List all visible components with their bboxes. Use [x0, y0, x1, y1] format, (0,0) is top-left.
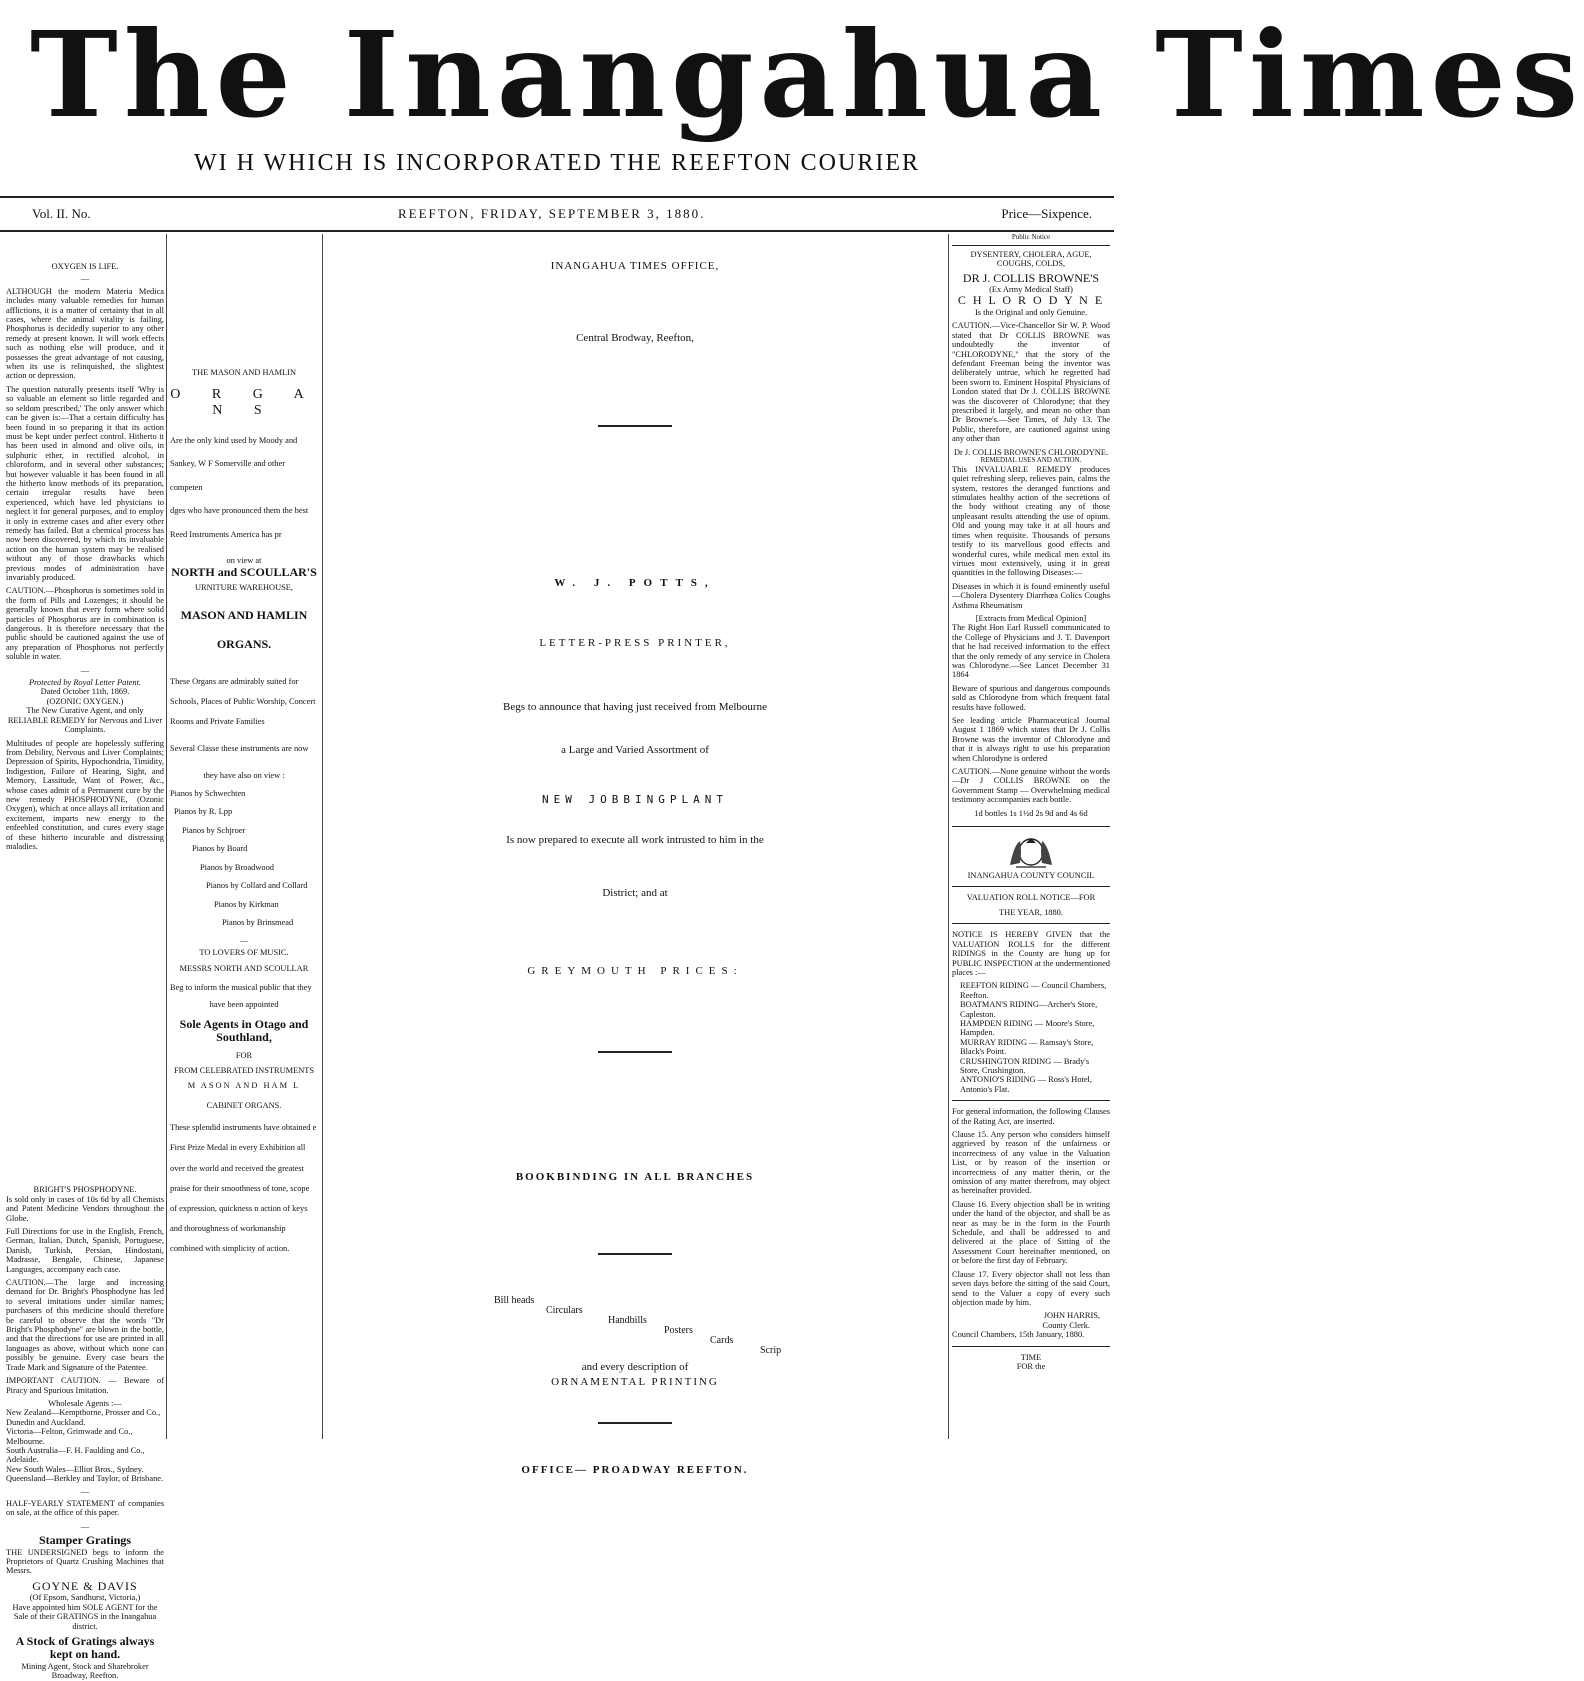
paragraph: Diseases in which it is found eminently useful—Cholera Dysentery Diarrhœa Colics Coughs Asthma Rheumatism [952, 581, 1110, 610]
piano-line: Pianos by Collard and Collard [206, 881, 308, 891]
job-item: Posters [664, 1325, 693, 1337]
paragraph: NOTICE IS HEREBY GIVEN that the VALUATION ROLLS for the different RIDINGS in the County are hung up for PUBLIC INSPECTION at the undermentioned places :— [952, 930, 1110, 977]
messrs-line: MESSRS NORTH AND SCOULLAR [179, 963, 309, 973]
organ-line: Are the only kind used by Moody and [170, 435, 298, 445]
paragraph: Is sold only in cases of 10s 6d by all Chemists and Patent Medicine Vendors throughout the Globe. [6, 1194, 164, 1223]
riding-line: HAMPDEN RIDING — Moore's Store, Hampden. [960, 1018, 1095, 1038]
dateline [0, 196, 1114, 232]
piano-line: Pianos by R. Lpp [174, 807, 233, 817]
agent-line: New Zealand—Kempthorne, Prosser and Co., Dunedin and Auckland. [6, 1408, 161, 1427]
column-3 [326, 234, 944, 1477]
year-line: THE YEAR, 1880. [999, 907, 1063, 917]
for-line: FOR the [1016, 1361, 1046, 1371]
patent-line: Protected by Royal Letter Patent. [28, 678, 142, 688]
job-item: Circulars [546, 1305, 583, 1317]
paragraph: CAUTION.—None genuine without the words—Dr J COLLIS BROWNE on the Government Stamp — Overwhelming medical testimony accompanies each bottle. [952, 767, 1110, 805]
paragraph: Have appointed him SOLE AGENT for the Sale of their GRATINGS in the Inangahua district. [12, 1602, 158, 1631]
office-heading: INANGAHUA TIMES OFFICE, [550, 260, 720, 272]
column-rule [948, 234, 949, 1439]
column-2 [170, 234, 318, 1439]
signature-name: JOHN HARRIS, [1043, 1311, 1100, 1321]
column-1 [6, 234, 164, 1681]
chlorodyne-heading: C H L O R O D Y N E [957, 293, 1105, 308]
beg-line: Beg to inform the musical public that they [170, 982, 312, 992]
north-scoullar: NORTH and SCOULLAR'S [171, 564, 317, 579]
paragraph: The Right Hon Earl Russell communicated to the College of Physicians and J. T. Davenport that he had received information to the effect that the only remedy of any service in Cholera was Chlorodyne.—See Lancet December 31 1864 [952, 623, 1110, 680]
goyne-address: (Of Epsom, Sandhurst, Victoria,) [29, 1593, 141, 1603]
paragraph: For general information, the following Clauses of the Rating Act, are inserted. [952, 1107, 1110, 1126]
piano-line: Pianos by Broadwood [200, 862, 274, 872]
paragraph: The question naturally presents itself 'Why is so valuable an element so little regarded and so seldom prescribed,' The only answer which can be given is:—That a certain difficulty has been found in so preparing it that its action must be kept under perfect control. Hitherto it has been used in almond and olive oils, in sulphuric ether, in rectified alcohol, in chloroform, and in several other substances; but however valuable it has been found in all the hitherto know methods of its preparation, certain irregular results have been experienced, which have led physicians to neglect it for general purposes, and to employ it only in extreme cases and after every other remedy has failed. But a chemical process has now been discovered, by which its invaluable action on the human system may be realised without any of those drawbacks which previous modes of administration have invariably produced. [6, 384, 164, 582]
dysentery-heading: DYSENTERY, CHOLERA, AGUE, COUGHS, COLDS, [970, 249, 1092, 269]
also-view: they have also on view : [203, 771, 285, 781]
stamper-heading: Stamper Gratings [38, 1533, 132, 1548]
mining-line: Mining Agent, Stock and Sharebroker Broadway, Reefton. [21, 1661, 149, 1681]
divider: — [80, 274, 90, 284]
paragraph: CAUTION.—Vice-Chancellor Sir W. P. Wood stated that Dr COLLIS BROWNE was undoubtedly the inventor of "CHLORODYNE," that the story of the defendant Freeman being the inventor was deliberately untrue, which he regretted had been sworn to. Eminent Hospital Physicians of London stated that Dr J. COLLIS BROWNE was the discoverer of Chlorodyne; that they prescribed it largely, and mean no other than Dr Browne's.—See Times, of July 13. The Public, therefore, are cautioned against using any other than [952, 321, 1110, 444]
divider [598, 1051, 672, 1053]
riding-line: REEFTON RIDING — Council Chambers, Reefton. [960, 981, 1107, 1000]
for-line: FOR [235, 1050, 253, 1060]
drj-line: Dr J. COLLIS BROWNE'S CHLORODYNE. [953, 447, 1109, 457]
price: Price—Sixpence. [1001, 206, 1092, 221]
riding-line: BOATMAN'S RIDING—Archer's Store, Capleston. [960, 1000, 1098, 1019]
chambers-line: Council Chambers, 15th January, 1880. [952, 1330, 1085, 1340]
potts-name: W. J. POTTS, [554, 576, 716, 589]
appointed-line: have been appointed [209, 1000, 279, 1010]
dated-line: Dated October 11th, 1869. [40, 687, 130, 697]
paragraph: This INVALUABLE REMEDY produces quiet refreshing sleep, relieves pain, calms the system, restores the deranged functions and stimulates healthy action of the secretions of the body without creating any of those unpleasant results attending the use of opium. Old and young may take it at all hours and times when requisite. Thousands of persons testify to its marvellous good effects and wonderful cures, while medical men extol its virtues most extensively, using it in great quantities in the following Diseases:— [952, 464, 1110, 578]
mason-hamlin-heading: THE MASON AND HAMLIN [192, 368, 296, 377]
lovers-heading: TO LOVERS OF MUSIC. [199, 948, 289, 958]
newspaper-title: The Inangahua Times [30, 5, 1584, 144]
furniture-warehouse: URNITURE WAREHOUSE, [194, 583, 294, 593]
volume-number: Vol. II. No. [32, 206, 91, 221]
paragraph: Full Directions for use in the English, French, German, Italian, Dutch, Spanish, Portuguese, Danish, Turkish, Persian, Hindostani, Madrasse, Bengale, Chinese, Japanese Languages, accompany each case. [6, 1227, 164, 1274]
newspaper-subtitle: WI H WHICH IS INCORPORATED THE REEFTON COURIER [193, 150, 920, 176]
coat-of-arms-icon [996, 835, 1066, 869]
riding-line: CRUSHINGTON RIDING — Brady's Store, Crushington. [960, 1056, 1090, 1075]
divider: — [239, 935, 249, 945]
piano-line: Pianos by Brinsmead [222, 918, 294, 928]
paragraph: CAUTION.—Phosphorus is sometimes sold in the form of Pills and Lozenges; it should be generally known that every form where solid particles of Phosphorus are in combination is dangerous. It is therefore necessary that the public should be cautioned against the use of any preparation of Phosphorus not perfectly soluble in water. [6, 586, 164, 662]
multitudes-paragraph: Multitudes of people are hopelessly suffering from Debility, Nervous and Liver Complaints; Depression of Spirits, Hypochondria, Timidity, Indigestion, Failure of Hearing, Sight, and Memory, Lassitude, Want of Power, &c., whose cases admit of a Permanent cure by the new remedy PHOSPHODYNE, (Ozonic Oxygen), which at once allays all irritation and excitement, imparts new energy to the enfeebled constitution, and cures every stage of these hitherto incurable and distressing maladies. [6, 738, 164, 851]
masthead [0, 0, 1584, 200]
agent-line: South Australia—F. H. Faulding and Co., Adelaide. [6, 1445, 145, 1465]
halfyearly-notice: HALF-YEARLY STATEMENT of companies on sale, at the office of this paper. [6, 1498, 164, 1518]
job-list [326, 1295, 944, 1365]
announce-line: Begs to announce that having just received from Melbourne [503, 701, 767, 714]
public-notice-label: Public Notice [1011, 233, 1051, 241]
sole-agents: Sole Agents in Otago and Southland, [179, 1016, 309, 1045]
original-line: Is the Original and only Genuine. [974, 307, 1088, 317]
on-view-line: on view at [226, 556, 262, 566]
piano-line: Pianos by Kirkman [214, 899, 279, 909]
mason-hamlin-3: M ASON AND HAM L [187, 1081, 301, 1091]
paragraph: Clause 15. Any person who considers himself aggrieved by reason of the unfairness or incorrectness of any value in the Valuation List, or by reason of the insertion or incorrectness of any matter therin, or the omission of any matter therefrom, may object as hereinafter provided. [952, 1130, 1110, 1196]
letterpress-heading: LETTER-PRESS PRINTER, [539, 636, 731, 649]
office-address: Central Brodway, Reefton, [576, 332, 694, 345]
office-footer: OFFICE— PROADWAY REEFTON. [521, 1464, 749, 1477]
organs-heading: O R G A N S [170, 387, 318, 419]
divider: — [80, 1521, 90, 1531]
assortment-line: a Large and Varied Assortment of [561, 743, 709, 756]
agent-line: Victoria—Felton, Grimwade and Co., Melbourne. [6, 1427, 133, 1446]
paragraph: See leading article Pharmaceutical Journal August 1 1869 which states that Dr J. Collis Browne was the inventor of Chlorodyne and that it is always right to use his preparation when Chlorodyne is ordered [952, 716, 1110, 763]
every-description: and every description of [581, 1361, 689, 1374]
district-line: District; and at [602, 886, 668, 899]
mason-hamlin-2: MASON AND HAMLIN [180, 607, 308, 622]
divider [598, 1422, 672, 1424]
divider: — [80, 665, 90, 675]
paragraph: Beware of spurious and dangerous compounds sold as Chlorodyne from which frequent fatal results have followed. [952, 683, 1110, 712]
brights-heading: BRIGHT'S PHOSPHODYNE. [33, 1185, 137, 1195]
job-item: Handbills [608, 1315, 647, 1327]
paragraph: CAUTION.—The large and increasing demand for Dr. Bright's Phosphodyne has led to several imitations under similar names; purchasers of this medicine should therefore be careful to observe that the words "Dr Bright's Phosphodyne" are blown in the bottle, and that the directions for use are printed in all languages as above, without which none can possibly be genuine. Every case bears the Trade Mark and Signature of the Patentee. [6, 1278, 164, 1372]
signature-title: County Clerk. [1042, 1320, 1090, 1330]
job-item: Bill heads [494, 1295, 535, 1307]
divider: — [80, 1486, 90, 1496]
ex-army: (Ex Army Medical Staff) [989, 285, 1073, 295]
cabinet-organs: CABINET ORGANS. [206, 1100, 282, 1110]
paragraph: THE UNDERSIGNED begs to inform the Proprietors of Quartz Crushing Machines that Messrs. [6, 1547, 164, 1576]
agent-line: New South Wales—Elliot Bros., Sydney. [6, 1464, 144, 1474]
piano-line: Pianos by Schwechten [170, 788, 246, 798]
column-4 [952, 234, 1110, 1439]
valuation-heading: VALUATION ROLL NOTICE—FOR [966, 893, 1096, 903]
stock-line: A Stock of Gratings always kept on hand. [15, 1633, 155, 1662]
paragraph: These Organs are admirably suited for Schools, Places of Public Worship, Concert Rooms and Private Families [170, 676, 316, 726]
council-heading: INANGAHUA COUNTY COUNCIL [967, 871, 1095, 881]
bottles-line: 1d bottles 1s 1½d 2s 9d and 4s 6d [974, 808, 1088, 818]
paragraph: Clause 17. Every objector shall not less than seven days before the sitting of the said Court, send to the Valuer a copy of every such objection made by him. [952, 1269, 1110, 1307]
bookbinding-heading: BOOKBINDING IN ALL BRANCHES [515, 1171, 755, 1184]
goyne-davis: GOYNE & DAVIS [32, 1578, 138, 1593]
paragraph: Clause 16. Every objection shall be in writing under the hand of the objector, and shall be as near as may be in the form in the Fourth Schedule, and shall be addressed to and delivered at the place of Sitting of the Assessment Court hereinafter mentioned, on or before the first day of February. [952, 1199, 1110, 1266]
time-line: TIME [1020, 1352, 1042, 1362]
riding-line: MURRAY RIDING — Ramsay's Store, Black's Point. [960, 1037, 1094, 1057]
divider [598, 1253, 672, 1255]
column-rule [166, 234, 167, 1439]
extract-line: [Extracts from Medical Opinion] [975, 613, 1087, 623]
riding-line: ANTONIO'S RIDING — Ross's Hotel, Antonio's Flat. [960, 1075, 1092, 1094]
organs-2: ORGANS. [216, 637, 272, 652]
job-item: Scrip [760, 1345, 782, 1357]
remedial-heading: REMEDIAL USES AND ACTION. [980, 456, 1082, 465]
piano-line: Pianos by Board [192, 844, 248, 854]
job-item: Cards [710, 1335, 734, 1347]
several-classes: Several Classe these instruments are now [170, 744, 309, 754]
jobbing-plant: NEW JOBBINGPLANT [542, 792, 728, 806]
column-rule [322, 234, 323, 1439]
prepared-line: Is now prepared to execute all work intrusted to him in the [506, 834, 764, 847]
paragraph: IMPORTANT CAUTION. — Beware of Piracy and Spurious Imitation. [6, 1376, 164, 1395]
organ-line: Reed Instruments America has pr [170, 529, 282, 539]
collis-browne: DR J. COLLIS BROWNE'S [962, 270, 1100, 285]
ornamental-printing: ORNAMENTAL PRINTING [551, 1375, 719, 1388]
organ-line: Sankey, W F Somerville and other competen [170, 459, 285, 492]
ozonic-line: (OZONIC OXYGEN.) [46, 696, 124, 706]
from-line: FROM CELEBRATED INSTRUMENTS [173, 1066, 315, 1076]
paragraph: These splendid instruments have obtained e First Prize Medal in every Exhibition all over the world and received the greatest praise for their smoothness of tone, scope of expression, quickness n action of keys and thoroughness of workmanship combined with simplicity of action. [170, 1123, 317, 1254]
divider [598, 425, 672, 427]
agent-line: Queensland—Berkley and Taylor, of Brisbane. [6, 1474, 164, 1484]
piano-line: Pianos by Schjroer [182, 825, 246, 835]
wholesale-label: Wholesale Agents :— [48, 1398, 122, 1408]
remedy-line: The New Curative Agent, and only RELIABLE REMEDY for Nervous and Liver Complaints. [7, 706, 163, 735]
organ-line: dges who have pronounced them the best [170, 506, 309, 516]
place-date: REEFTON, FRIDAY, SEPTEMBER 3, 1880. [398, 206, 706, 221]
oxygen-heading: OXYGEN IS LIFE. [51, 262, 119, 271]
paragraph: ALTHOUGH the modern Materia Medica includes many valuable remedies for human afflictions, it is a matter of certainty that in all cases, where the animal vitality is failing, Phosphorus is decidedly superior to any other remedy at present known. It will work effects such as nothing else will produce, and it possesses the great advantage of not causing, when its use is relinquished, the slightest action or depression. [6, 286, 164, 381]
greymouth-prices: GREYMOUTH PRICES: [527, 964, 743, 977]
